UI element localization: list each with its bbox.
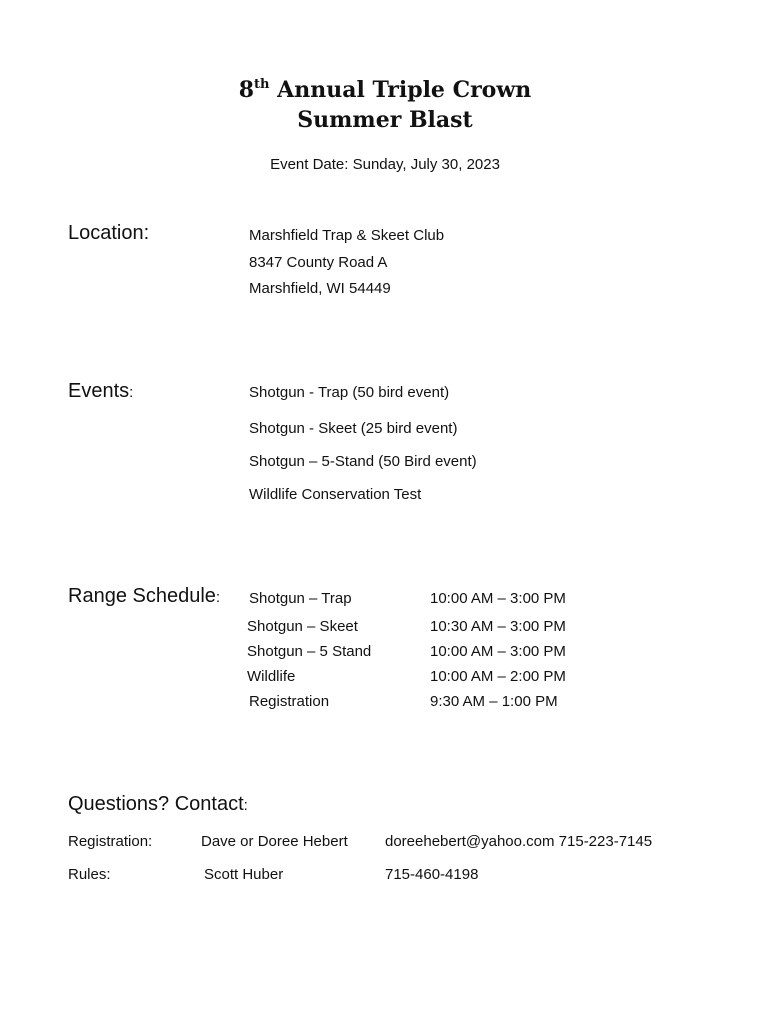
contact-role-registration: Registration: xyxy=(68,833,153,850)
schedule-event-skeet: Shotgun – Skeet xyxy=(247,618,358,635)
title-line-1 xyxy=(0,75,770,105)
range-schedule-heading-colon: : xyxy=(215,589,221,606)
schedule-time-5-stand: 10:00 AM – 3:00 PM xyxy=(430,643,566,660)
schedule-time-wildlife: 10:00 AM – 2:00 PM xyxy=(430,668,566,685)
location-heading: Location: xyxy=(68,222,150,244)
contact-heading-text: Questions? Contact xyxy=(68,793,244,815)
event-item-skeet: Shotgun - Skeet (25 bird event) xyxy=(249,420,458,437)
location-line-1: Marshfield Trap & Skeet Club xyxy=(249,227,445,244)
schedule-event-wildlife: Wildlife xyxy=(247,668,296,685)
title-ordinal-suffix: th xyxy=(254,77,270,92)
schedule-time-skeet: 10:30 AM – 3:00 PM xyxy=(430,618,566,635)
contact-heading xyxy=(68,793,248,816)
title-line-2: Summer Blast xyxy=(297,107,473,133)
contact-info-registration[interactable]: doreehebert@yahoo.com 715-223-7145 xyxy=(385,833,653,850)
contact-heading-colon: : xyxy=(243,797,248,814)
schedule-event-5-stand: Shotgun – 5 Stand xyxy=(247,643,372,660)
contact-info-rules: 715-460-4198 xyxy=(385,866,479,883)
event-item-wildlife: Wildlife Conservation Test xyxy=(249,486,422,503)
location-line-3: Marshfield, WI 54449 xyxy=(249,280,391,297)
contact-role-rules: Rules: xyxy=(68,866,111,883)
event-item-5-stand: Shotgun – 5-Stand (50 Bird event) xyxy=(249,453,477,470)
schedule-event-trap: Shotgun – Trap xyxy=(249,590,352,607)
title-ordinal-number: 8 xyxy=(238,77,255,103)
contact-name-registration: Dave or Doree Hebert xyxy=(201,833,348,850)
range-schedule-heading-text: Range Schedule xyxy=(68,585,216,607)
location-line-2: 8347 County Road A xyxy=(249,254,388,271)
events-heading-text: Events xyxy=(68,380,130,402)
event-date: Event Date: Sunday, July 30, 2023 xyxy=(270,156,500,173)
events-heading-colon: : xyxy=(129,384,134,401)
schedule-time-trap: 10:00 AM – 3:00 PM xyxy=(430,590,566,607)
event-item-trap: Shotgun - Trap (50 bird event) xyxy=(249,384,450,401)
events-heading xyxy=(68,380,133,403)
range-schedule-heading xyxy=(68,585,220,608)
title-line-1-text: Annual Triple Crown xyxy=(269,77,532,103)
contact-name-rules: Scott Huber xyxy=(204,866,284,883)
schedule-event-registration: Registration xyxy=(249,693,330,710)
schedule-time-registration: 9:30 AM – 1:00 PM xyxy=(430,693,558,710)
